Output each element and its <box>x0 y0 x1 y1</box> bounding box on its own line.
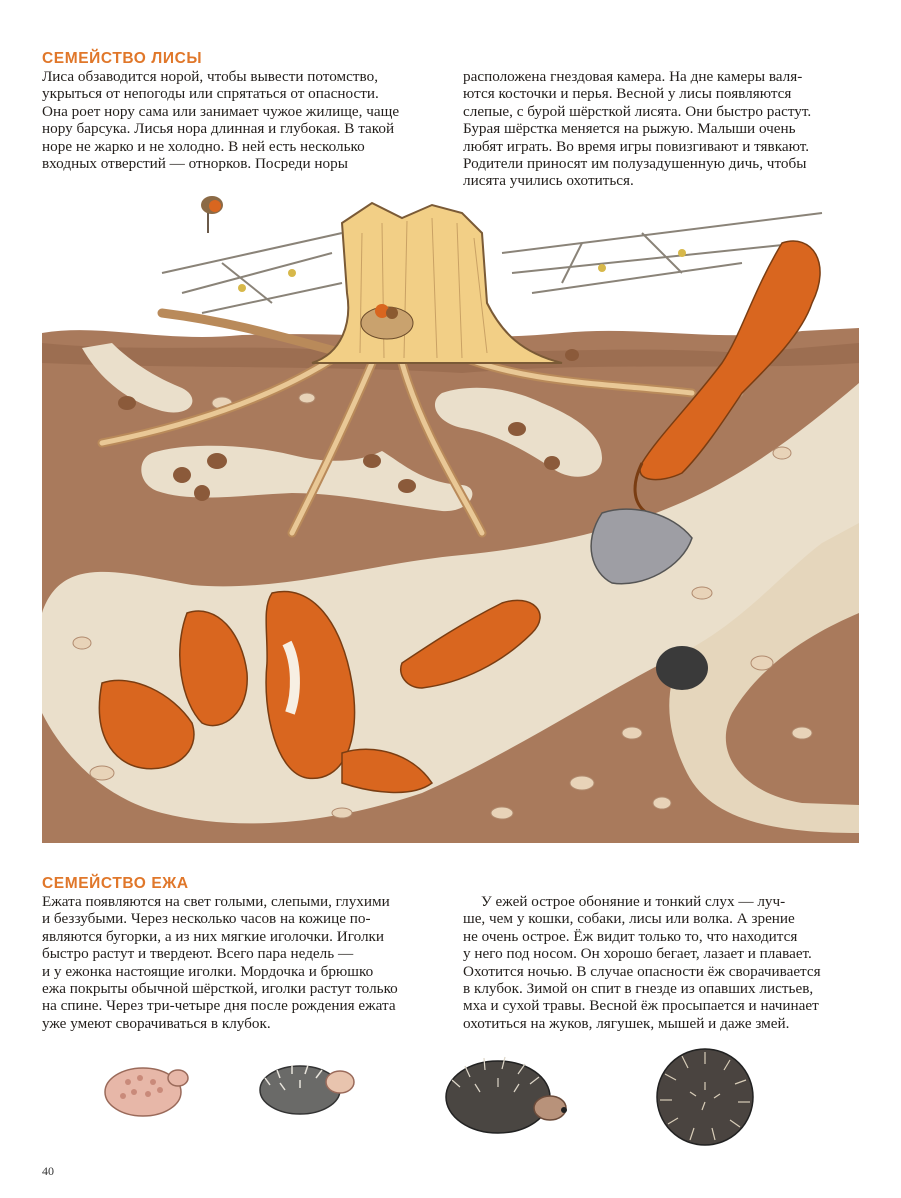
text-line: ются косточки и перья. Весной у лисы появляются <box>463 85 792 103</box>
text-line: Ежата появляются на свет голыми, слепыми, глухими <box>42 893 390 910</box>
text-line: Она роет нору сама или занимает чужое жилище, чаще <box>42 102 400 120</box>
fox-text-right-column <box>463 68 858 190</box>
text-line: уже умеют сворачиваться в клубок. <box>42 1014 271 1032</box>
text-line: расположена гнездовая камера. На дне камеры валя- <box>463 68 803 85</box>
text-line: не очень острое. Ёж видит только то, что находится <box>463 927 798 945</box>
text-line: мха и сухой травы. Весной ёж просыпается и начинает <box>463 997 819 1015</box>
hedgehog-text-right-column <box>463 893 863 1032</box>
text-line: в клубок. Зимой он спит в гнезде из опавших листьев, <box>463 980 814 998</box>
hedgehog-text-left-column <box>42 893 442 1032</box>
text-line: Лиса обзаводится норой, чтобы вывести потомство, <box>42 68 378 85</box>
text-line: Бурая шёрстка меняется на рыжую. Малыши очень <box>463 120 796 138</box>
text-line: лисята учились охотиться. <box>463 172 634 190</box>
text-line: нору барсука. Лисья нора длинная и глубокая. В такой <box>42 120 395 138</box>
text-line: ежа покрыты обычной шёрсткой, иголки растут только <box>42 980 398 998</box>
text-line: Охотится ночью. В случае опасности ёж сворачивается <box>463 962 821 980</box>
fox-den-illustration <box>42 193 859 843</box>
text-line: ше, чем у кошки, собаки, лисы или волка. А зрение <box>463 910 795 928</box>
hedgehog-newborn-icon <box>98 1052 198 1122</box>
text-line: и беззубыми. Через несколько часов на кожице по- <box>42 910 371 928</box>
text-line: укрыться от непогоды или спрятаться от опасности. <box>42 85 379 103</box>
text-line: слепые, с бурой шёрсткой лисята. Они быстро растут. <box>463 102 812 120</box>
text-line: и у ежонка настоящие иголки. Мордочка и брюшко <box>42 962 374 980</box>
text-line: охотиться на жуков, лягушек, мышей и даже змей. <box>463 1014 790 1032</box>
mole <box>656 646 708 690</box>
hedgehog-section-heading: СЕМЕЙСТВО ЕЖА <box>42 875 189 892</box>
text-line: Родители приносят им полузадушенную дичь, чтобы <box>463 155 807 173</box>
text-line: быстро растут и твердеют. Всего пара недель — <box>42 945 354 963</box>
fox-section-heading: СЕМЕЙСТВО ЛИСЫ <box>42 50 203 67</box>
text-line: у него под носом. Он хорошо бегает, лазает и плавает. <box>463 945 812 963</box>
hedgehog-curled-ball-icon <box>650 1042 760 1152</box>
fox-text-left-column <box>42 68 437 172</box>
text-line: любят играть. Во время игры повизгивают и тявкают. <box>463 137 810 155</box>
text-line: входных отверстий — отнорков. Посреди норы <box>42 155 348 173</box>
hedgehog-young-icon <box>440 1052 570 1142</box>
text-line: на спине. Через три-четыре дня после рождения ежата <box>42 997 396 1015</box>
robin <box>201 196 223 233</box>
page-number: 40 <box>42 1164 54 1178</box>
text-line: У ежей острое обоняние и тонкий слух — луч- <box>481 893 786 910</box>
hedgehog-soft-spines-icon <box>250 1050 360 1120</box>
text-line: являются бугорки, а из них мягкие иголочки. Иголки <box>42 927 385 945</box>
text-line: норе не жарко и не холодно. В ней есть несколько <box>42 137 365 155</box>
